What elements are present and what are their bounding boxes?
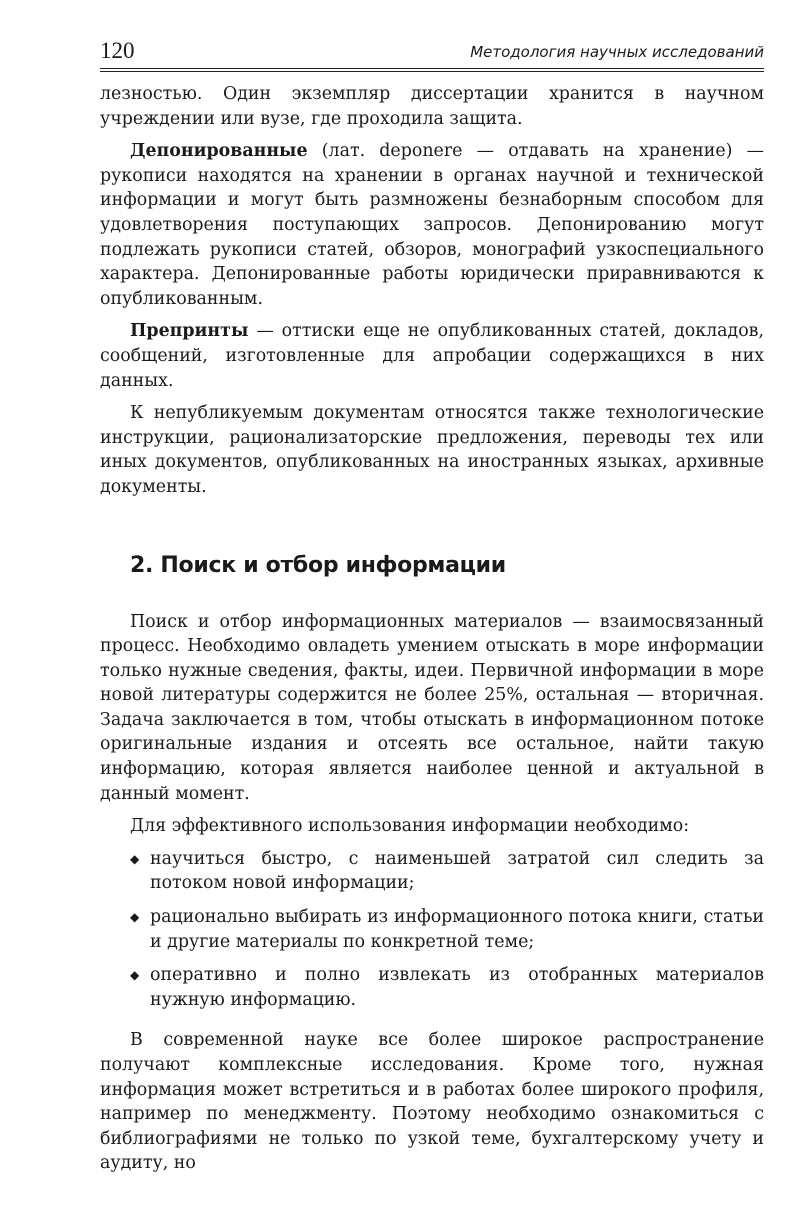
diamond-bullet-icon: ◆ (130, 968, 140, 983)
body-text (100, 82, 764, 1176)
list-item (100, 847, 764, 896)
list-item-text: оперативно и полно извлекать из отобранных материалов нужную информацию. (150, 965, 764, 1010)
running-title: Методология научных исследований (470, 43, 764, 61)
diamond-bullet-icon: ◆ (130, 851, 140, 866)
diamond-bullet-icon: ◆ (130, 910, 140, 925)
list-item-text: рационально выбирать из информационного потока книги, статьи и другие материалы по конкретной теме; (150, 907, 764, 952)
header-rule (100, 68, 764, 69)
section-heading: 2. Поиск и отбор информации (130, 552, 506, 578)
paragraph-search-intro: Поиск и отбор информационных материалов — взаимосвязанный процесс. Необходимо овладеть умением отыскать в море информации только нужные сведения, факты, идеи. Первичной информации в море новой литературы содержится не более 25%, остальная — вторичная. Задача заключается в том, чтобы отыскать в информационном потоке оригинальные издания и отсеять все остальное, найти такую информацию, которая является наиболее ценной и актуальной в данный момент. (100, 611, 764, 804)
definition-deposited: (лат. deponere — отдавать на хранение) — рукописи находятся на хранении в органах научной и технической информации и могут быть размножены безнаборным способом для удовлетворения поступающих запросов. Депонированию могут подлежать рукописи статей, обзоров, монографий узкоспециального характера. Депонированные работы юридически приравниваются к опубликованным. (100, 141, 764, 309)
paragraph-preprints (100, 319, 764, 393)
definition-preprints: — оттиски еще не опубликованных статей, докладов, сообщений, изготовленные для апробации содержащихся в них данных. (100, 321, 764, 391)
page-number: 120 (100, 38, 135, 63)
list-item-text: научиться быстро, с наименьшей затратой сил следить за потоком новой информации; (150, 848, 764, 894)
header-rule-second (100, 71, 764, 72)
paragraph-continuation: лезностью. Один экземпляр диссертации хранится в научном учреждении или вузе, где проходила защита. (100, 84, 764, 129)
paragraph-list-lead: Для эффективного использования информации необходимо: (130, 816, 690, 837)
running-header (100, 30, 764, 66)
list-item (100, 905, 764, 954)
term-deposited: Депонированные (130, 141, 308, 162)
paragraph-unpublished: К непубликуемым документам относятся также технологические инструкции, рационализаторские предложения, переводы тех или иных документов, опубликованных на иностранных языках, архивные документы. (100, 403, 764, 497)
book-page (100, 30, 764, 1176)
paragraph-complex-research: В современной науке все более широкое распространение получают комплексные исследования. Кроме того, нужная информация может встретиться и в работах более широкого профиля, например по менеджменту. Поэтому необходимо ознакомиться с библиографиями не только по узкой теме, бухгалтерскому учету и аудиту, но (100, 1030, 764, 1174)
bullet-list (100, 847, 764, 1013)
term-preprints: Препринты (130, 321, 249, 342)
list-item (100, 963, 764, 1012)
paragraph-deposited (100, 139, 764, 311)
